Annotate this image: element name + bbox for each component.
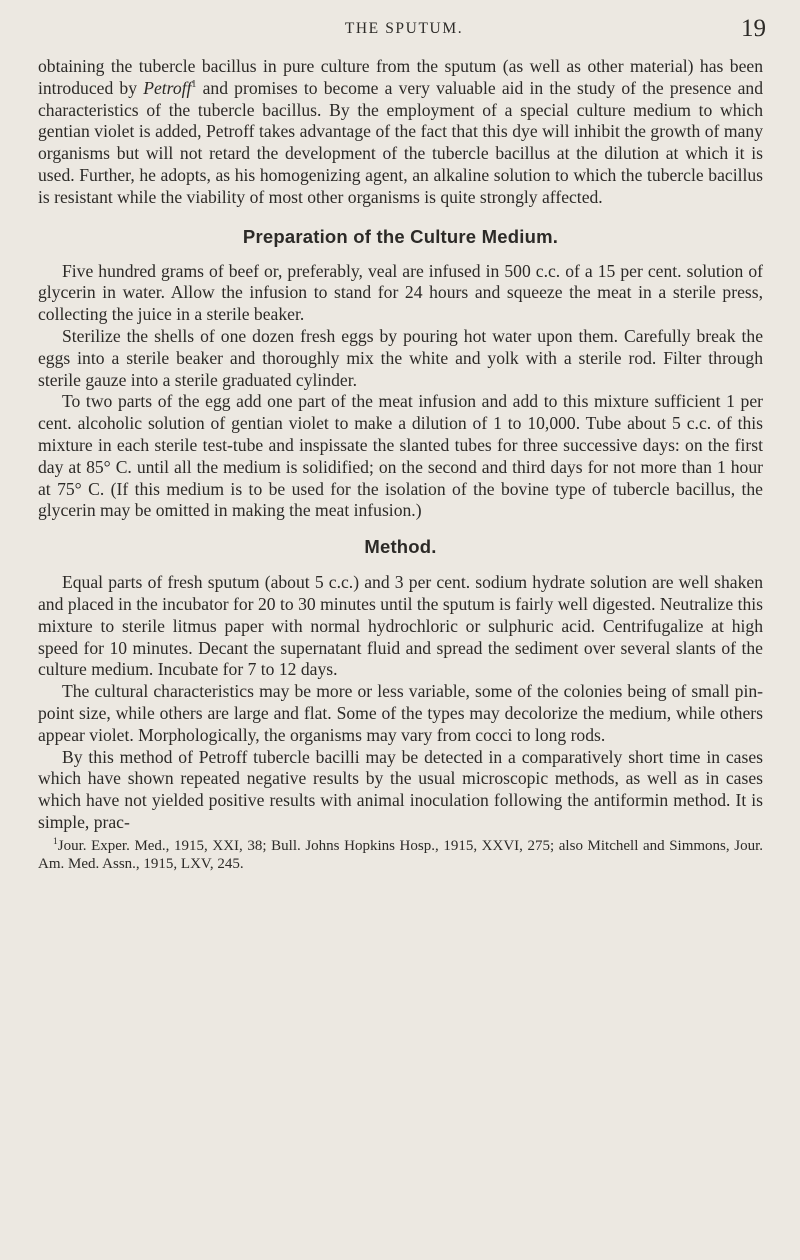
footnote	[38, 837, 763, 874]
intro-text-end: and promises to become a very valuable aid in the study of the presence and characteristics of the tubercle bacillus. By the employment of a special culture medium to which gentian violet is added, Petroff takes advantage of the fact that this dye will inhibit the growth of many organisms but will not retard the development of the tubercle bacillus at the dilution at which it is used. Further, he adopts, as his homogenizing agent, an alkaline solution to which the tubercle bacillus is resistant while the viability of most other organisms is quite strongly affected.	[38, 77, 763, 207]
page-number: 19	[741, 15, 766, 42]
method-paragraph-1: Equal parts of fresh sputum (about 5 c.c.) and 3 per cent. sodium hydrate solution are well shaken and placed in the incubator for 20 to 30 minutes until the sputum is fairly well digested. Neutralize this mixture to sterile litmus paper with normal hydrochloric or sulphuric acid. Centrifugalize at high speed for 10 minutes. Decant the supernatant fluid and spread the sediment over several slants of the culture medium. Incubate for 7 to 12 days.	[38, 572, 763, 680]
page-body	[38, 56, 763, 874]
intro-paragraph	[38, 56, 763, 209]
intro-text-start: obtaining the tubercle bacillus in pure culture from the sputum (as well as other material) has been introduced by	[38, 56, 763, 98]
preparation-paragraph-1: Five hundred grams of beef or, preferably, veal are infused in 500 c.c. of a 15 per cent. solution of glycerin in water. Allow the infusion to stand for 24 hours and squeeze the meat in a sterile press, collecting the juice in a sterile beaker.	[38, 260, 763, 325]
method-paragraph-2: The cultural characteristics may be more or less variable, some of the colonies being of small pin-point size, while others are large and flat. Some of the types may decolorize the medium, while others appear violet. Morphologically, the organisms may vary from cocci to long rods.	[38, 681, 763, 745]
running-header	[38, 15, 770, 50]
footnote-reference: 1	[191, 78, 197, 90]
author-name-petroff: Petroff	[143, 77, 192, 98]
footnote-mark: 1	[53, 836, 58, 847]
footnote-text: Jour. Exper. Med., 1915, XXI, 38; Bull. Johns Hopkins Hosp., 1915, XXVI, 275; also Mitchell and Simmons, Jour. Am. Med. Assn., 1915, LXV, 245.	[38, 837, 763, 873]
running-title: THE SPUTUM.	[344, 20, 464, 37]
heading-preparation: Preparation of the Culture Medium.	[242, 225, 559, 247]
preparation-paragraph-2: Sterilize the shells of one dozen fresh eggs by pouring hot water upon them. Carefully break the eggs into a sterile beaker and thoroughly mix the white and yolk with a sterile rod. Filter through sterile gauze into a sterile graduated cylinder.	[38, 325, 763, 390]
heading-method: Method.	[364, 536, 437, 558]
preparation-paragraph-3: To two parts of the egg add one part of the meat infusion and add to this mixture sufficient 1 per cent. alcoholic solution of gentian violet to make a dilution of 1 to 10,000. Tube about 5 c.c. of this mixture in each sterile test-tube and inspissate the slanted tubes for three successive days: on the first day at 85° C. until all the medium is solidified; on the second and third days for not more than 1 hour at 75° C. (If this medium is to be used for the isolation of the bovine type of tubercle bacillus, the glycerin may be omitted in making the meat infusion.)	[38, 391, 763, 521]
method-paragraph-3: By this method of Petroff tubercle bacilli may be detected in a comparatively short time in cases which have shown repeated negative results by the usual microscopic methods, as well as in cases which have not yielded positive results with animal inoculation following the antiformin method. It is simple, prac-	[38, 746, 763, 832]
